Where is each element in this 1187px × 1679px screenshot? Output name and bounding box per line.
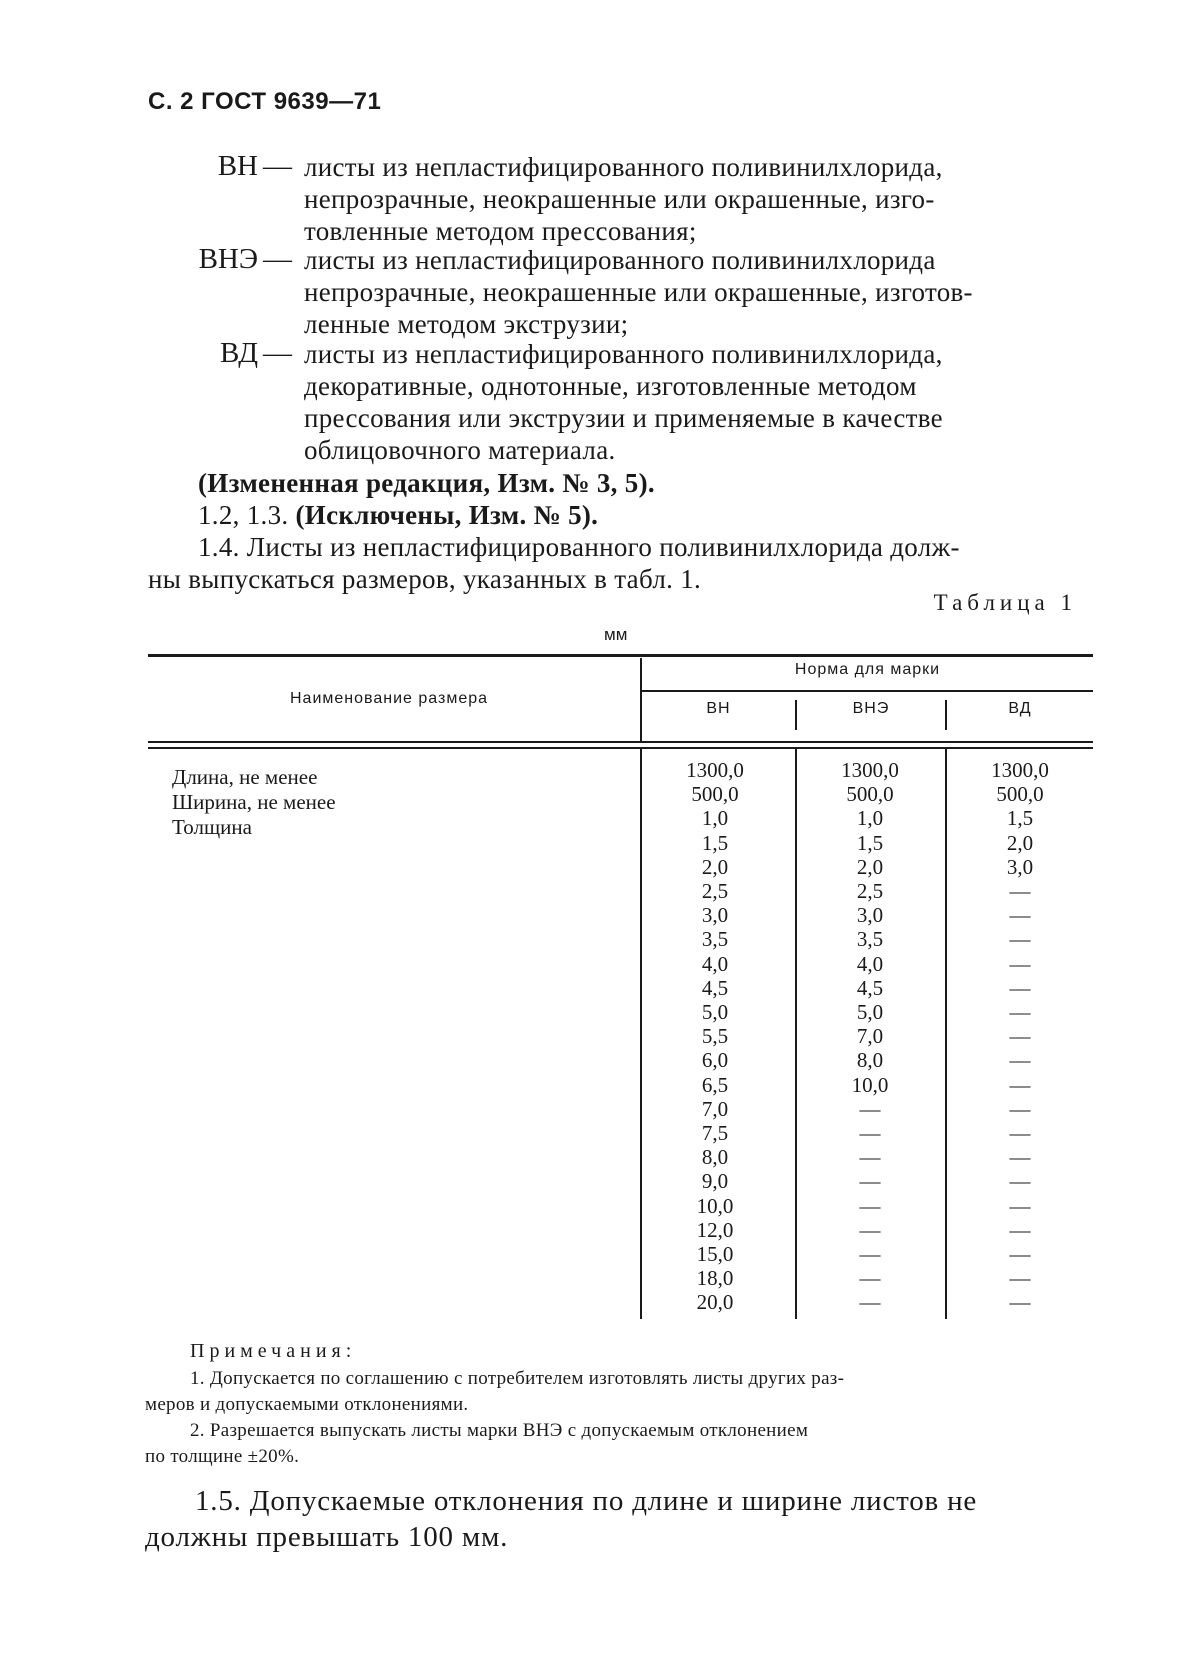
table-cell: — [859, 1242, 881, 1267]
table-cell: — [859, 1290, 881, 1315]
table-cell: 8,0 [856, 1048, 884, 1073]
table-cell: 4,5 [701, 975, 729, 1000]
table-cell: — [859, 1096, 881, 1121]
table-cell: — [1009, 1266, 1031, 1291]
table-cell: — [859, 1217, 881, 1242]
table-divider [795, 749, 797, 1319]
table-cell: — [1009, 1242, 1031, 1267]
table-divider [640, 749, 642, 1319]
definition-line: облицовочного материала. [304, 435, 616, 465]
table-cell: — [1009, 1048, 1031, 1073]
table-header-rule-double [148, 747, 1093, 749]
note-1-line-1: 1. Допускается по соглашению с потребителем изготовлять листы других раз- [190, 1368, 845, 1389]
table-cell: 6,5 [701, 1072, 729, 1097]
table-cell: — [859, 1121, 881, 1146]
table-header-group: Норма для марки [794, 661, 941, 678]
table-cell: 9,0 [701, 1169, 729, 1194]
table-cell: — [859, 1266, 881, 1291]
table-caption: Таблица 1 [933, 590, 1077, 615]
table-cell: 2,0 [701, 854, 729, 879]
table-cell: — [1009, 1217, 1031, 1242]
table-cell: — [1009, 975, 1031, 1000]
table-cell: 5,5 [701, 1024, 729, 1049]
table-cell: 4,0 [701, 951, 729, 976]
table-cell: — [1009, 927, 1031, 952]
table-cell: 1,5 [856, 830, 884, 855]
table-cell: 5,0 [856, 1000, 884, 1025]
definition-line: листы из непластифицированного поливинилхлорида, [304, 152, 943, 182]
table-cell: — [859, 1145, 881, 1170]
note-2-line-1: 2. Разрешается выпускать листы марки ВНЭ с допускаемым отклонением [190, 1420, 809, 1441]
table-cell: 5,0 [701, 1000, 729, 1025]
definition-code-vn: ВН [217, 150, 258, 182]
table-cell: 20,0 [696, 1290, 734, 1315]
table-cell: 4,0 [856, 951, 884, 976]
note-1-line-2: меров и допускаемыми отклонениями. [145, 1394, 469, 1415]
definition-line: товленные методом прессования; [304, 216, 697, 246]
table-header-name: Наименование размера [290, 690, 489, 707]
table-group-rule [640, 690, 1093, 692]
row-name-thickness: Толщина [172, 815, 252, 839]
row-name-length: Длина, не менее [172, 765, 318, 789]
column-vn-values [655, 758, 775, 1315]
table-cell: — [1009, 1024, 1031, 1049]
table-cell: 6,0 [701, 1048, 729, 1073]
note-2-line-2: по толщине ±20%. [145, 1446, 300, 1467]
table-cell: — [1009, 951, 1031, 976]
table-cell: 3,0 [701, 903, 729, 928]
definition-dash: — [263, 337, 292, 369]
table-unit: мм [604, 625, 628, 644]
paragraph-number: 1.2, 1.3. [198, 500, 296, 530]
paragraph-1-4-line-2: ны выпускаться размеров, указанных в табл. 1. [148, 564, 702, 594]
row-name-width: Ширина, не менее [172, 790, 336, 814]
table-cell: — [1009, 903, 1031, 928]
table-header-rule [148, 741, 1093, 743]
paragraph-1-2-1-3 [198, 500, 598, 531]
table-cell: 500,0 [691, 782, 739, 807]
table-cell: 1,0 [856, 806, 884, 831]
table-cell: 10,0 [696, 1193, 734, 1218]
table-cell: — [1009, 1072, 1031, 1097]
column-vne-values [810, 758, 930, 1315]
table-header-vd: ВД [1008, 700, 1032, 717]
table-cell: 4,5 [856, 975, 884, 1000]
definition-dash: — [263, 150, 292, 182]
table-top-rule [148, 654, 1093, 657]
table-cell: 8,0 [701, 1145, 729, 1170]
table-cell: 1,5 [1006, 806, 1034, 831]
table-cell: 3,5 [701, 927, 729, 952]
definition-code-vne: ВНЭ [198, 243, 258, 275]
notes-title: Примечания: [190, 1340, 357, 1362]
column-vd-values [960, 758, 1080, 1315]
definition-line: непрозрачные, неокрашенные или окрашенные, изготов- [304, 277, 973, 307]
table-cell: — [859, 1169, 881, 1194]
table-cell: 7,5 [701, 1121, 729, 1146]
table-cell: 1300,0 [841, 758, 899, 782]
table-divider [945, 749, 947, 1319]
paragraph-1-5-line-2: должны превышать 100 мм. [145, 1521, 509, 1553]
table-cell: — [1009, 1096, 1031, 1121]
table-cell: 1,5 [701, 830, 729, 855]
table-header-vn: ВН [706, 700, 731, 717]
table-cell: 15,0 [696, 1242, 734, 1267]
table-cell: 2,5 [701, 879, 729, 904]
table-cell: 2,5 [856, 879, 884, 904]
table-cell: 2,0 [856, 854, 884, 879]
table-cell: 500,0 [846, 782, 894, 807]
definition-line: прессования или экструзии и применяемые в качестве [304, 403, 943, 433]
definition-line: листы из непластифицированного поливинилхлорида, [304, 339, 943, 369]
table-cell: 3,0 [1006, 854, 1034, 879]
definition-line: листы из непластифицированного поливинилхлорида [304, 245, 936, 275]
table-cell: 500,0 [996, 782, 1044, 807]
table-cell: 3,5 [856, 927, 884, 952]
table-header-vne: ВНЭ [852, 700, 890, 717]
table-cell: — [1009, 1193, 1031, 1218]
table-cell: 1,0 [701, 806, 729, 831]
table-cell: 1300,0 [991, 758, 1049, 782]
table-cell: — [1009, 879, 1031, 904]
table-cell: — [1009, 1290, 1031, 1315]
amendment-note: (Измененная редакция, Изм. № 3, 5). [198, 468, 655, 498]
table-cell: 1300,0 [686, 758, 744, 782]
paragraph-1-4-line-1: 1.4. Листы из непластифицированного поливинилхлорида долж- [198, 532, 960, 562]
definition-line: декоративные, однотонные, изготовленные методом [304, 371, 917, 401]
table-cell: 7,0 [701, 1096, 729, 1121]
definition-line: непрозрачные, неокрашенные или окрашенные, изго- [304, 184, 935, 214]
table-cell: — [859, 1193, 881, 1218]
page-header: С. 2 ГОСТ 9639—71 [148, 88, 382, 115]
definition-line: ленные методом экструзии; [304, 309, 629, 339]
excluded-note: (Исключены, Изм. № 5). [295, 500, 599, 530]
table-cell: 18,0 [696, 1266, 734, 1291]
definition-dash: — [263, 243, 292, 275]
table-cell: 2,0 [1006, 830, 1034, 855]
table-cell: 12,0 [696, 1217, 734, 1242]
table-cell: — [1009, 1000, 1031, 1025]
definition-code-vd: ВД [219, 337, 258, 369]
table-cell: 10,0 [851, 1072, 889, 1097]
table-cell: — [1009, 1121, 1031, 1146]
table-cell: — [1009, 1169, 1031, 1194]
table-cell: — [1009, 1145, 1031, 1170]
table-cell: 3,0 [856, 903, 884, 928]
table-cell: 7,0 [856, 1024, 884, 1049]
paragraph-1-5-line-1: 1.5. Допускаемые отклонения по длине и ширине листов не [195, 1485, 978, 1517]
